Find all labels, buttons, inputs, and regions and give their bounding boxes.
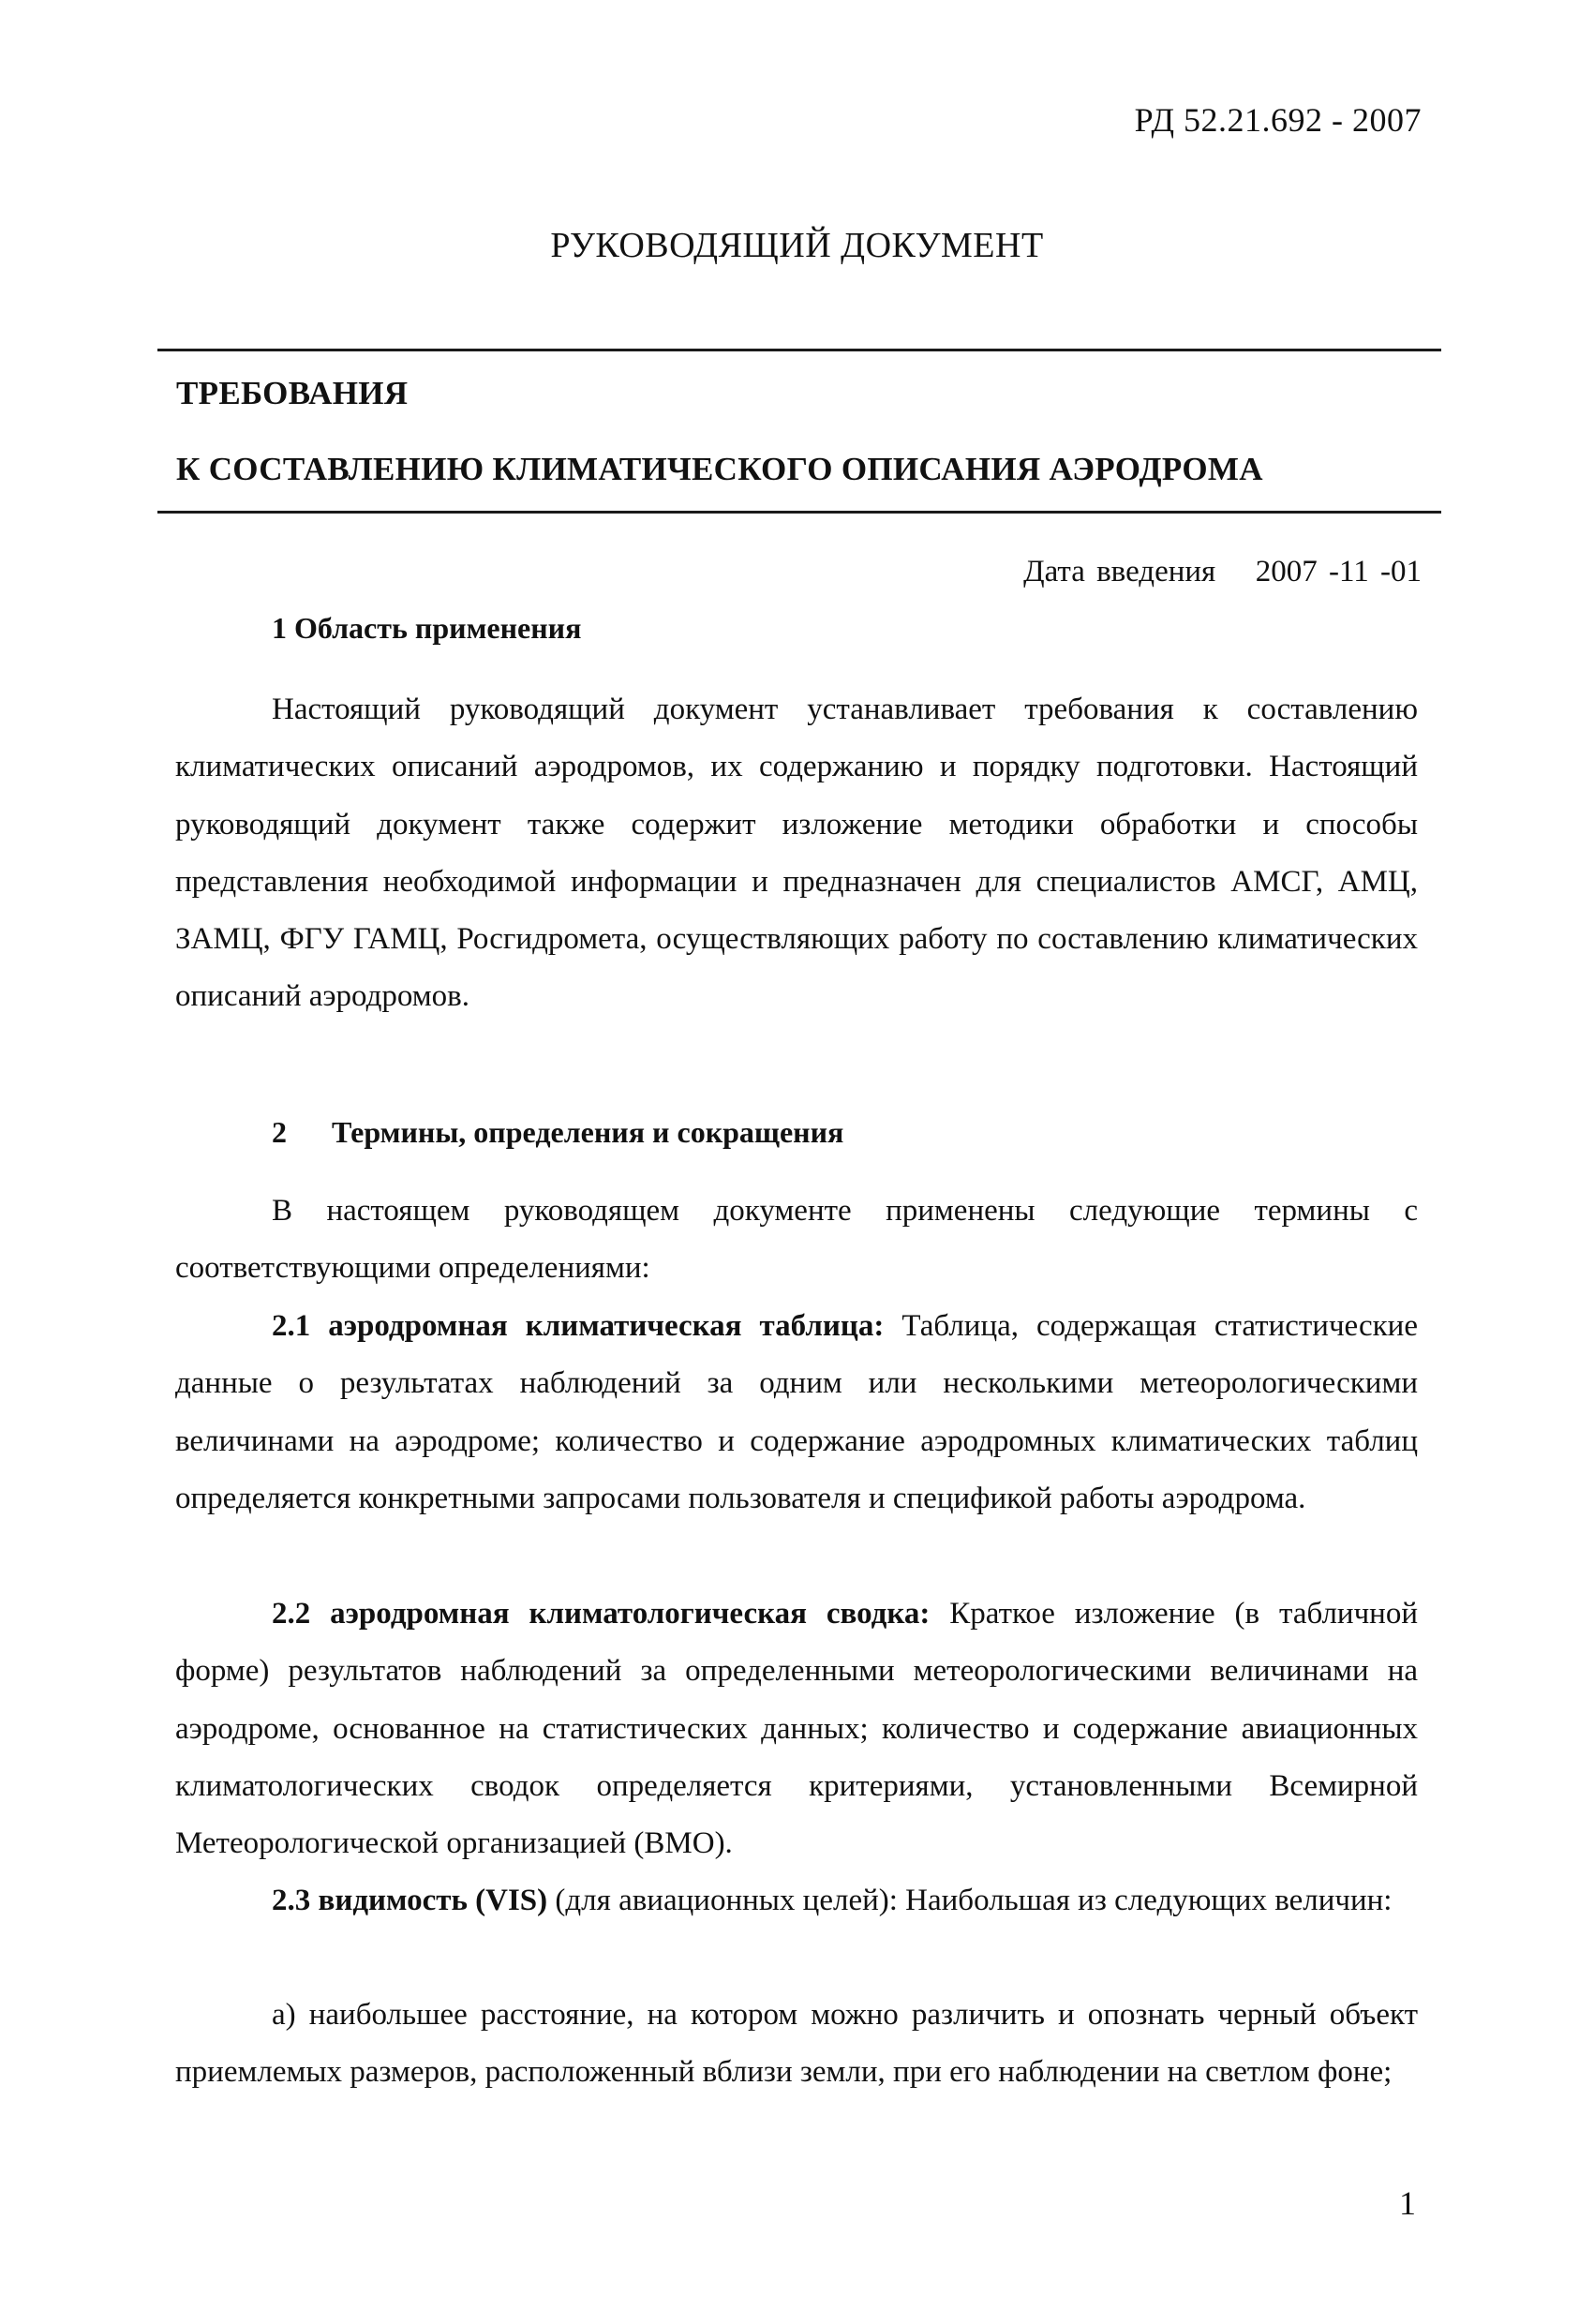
introduction-date	[1023, 555, 1422, 589]
title-line-2: К СОСТАВЛЕНИЮ КЛИМАТИЧЕСКОГО ОПИСАНИЯ АЭРОДРОМА	[176, 451, 1263, 487]
term-2-2-definition: Краткое изложение (в табличной форме) результатов наблюдений за определенными метеорологическими величинами на аэродроме, основанное на статистических данных; количество и содержание авиационных климатологических сводок определяется критериями, установленными Всемирной Метеорологической организацией (ВМО).	[175, 1597, 1418, 1861]
term-2-3	[175, 1872, 1418, 1929]
section-1-paragraph: Настоящий руководящий документ устанавливает требования к составлению климатических описаний аэродромов, их содержанию и порядку подготовки. Настоящий руководящий документ также содержит изложение методики обработки и способы представления необходимой информации и предназначен для специалистов АМСГ, АМЦ, ЗАМЦ, ФГУ ГАМЦ, Росгидромета, осуществляющих работу по составлению климатических описаний аэродромов.	[175, 693, 1418, 1014]
title-line-1: ТРЕБОВАНИЯ	[176, 375, 409, 411]
introduction-date-value: 2007 -11 -01	[1255, 555, 1422, 588]
term-2-3-label: 2.3 видимость (VIS)	[272, 1884, 548, 1917]
section-2-heading-text: Термины, определения и сокращения	[332, 1115, 844, 1149]
section-1-heading: 1 Область применения	[272, 611, 582, 645]
term-2-1-label: 2.1 аэродромная климатическая таблица:	[272, 1309, 885, 1343]
list-item-a: а) наибольшее расстояние, на котором можно различить и опознать черный объект приемлемых размеров, расположенный вблизи земли, при его наблюдении на светлом фоне;	[175, 1998, 1418, 2090]
section-2-heading	[272, 1115, 843, 1150]
term-2-1-definition: Таблица, содержащая статистические данные о результатах наблюдений за одним или несколькими метеорологическими величинами на аэродроме; количество и содержание аэродромных климатических таблиц определяется конкретными запросами пользователя и спецификой работы аэродрома.	[175, 1309, 1418, 1515]
section-2-intro: В настоящем руководящем документе применены следующие термины с соответствующими определениями:	[175, 1194, 1418, 1286]
term-2-1	[175, 1298, 1418, 1527]
section-2-heading-number: 2	[272, 1115, 287, 1149]
term-2-2	[175, 1586, 1418, 1872]
document-code: РД 52.21.692 - 2007	[1134, 101, 1422, 139]
term-2-2-label: 2.2 аэродромная климатологическая сводка:	[272, 1597, 931, 1631]
page-number: 1	[1399, 2184, 1416, 2222]
title-top-rule	[157, 349, 1441, 351]
title-bottom-rule	[157, 511, 1441, 514]
introduction-date-label: Дата введения	[1023, 555, 1216, 588]
document-type: РУКОВОДЯЩИЙ ДОКУМЕНТ	[550, 226, 1044, 265]
term-2-3-definition: (для авиационных целей): Наибольшая из следующих величин:	[555, 1884, 1393, 1917]
